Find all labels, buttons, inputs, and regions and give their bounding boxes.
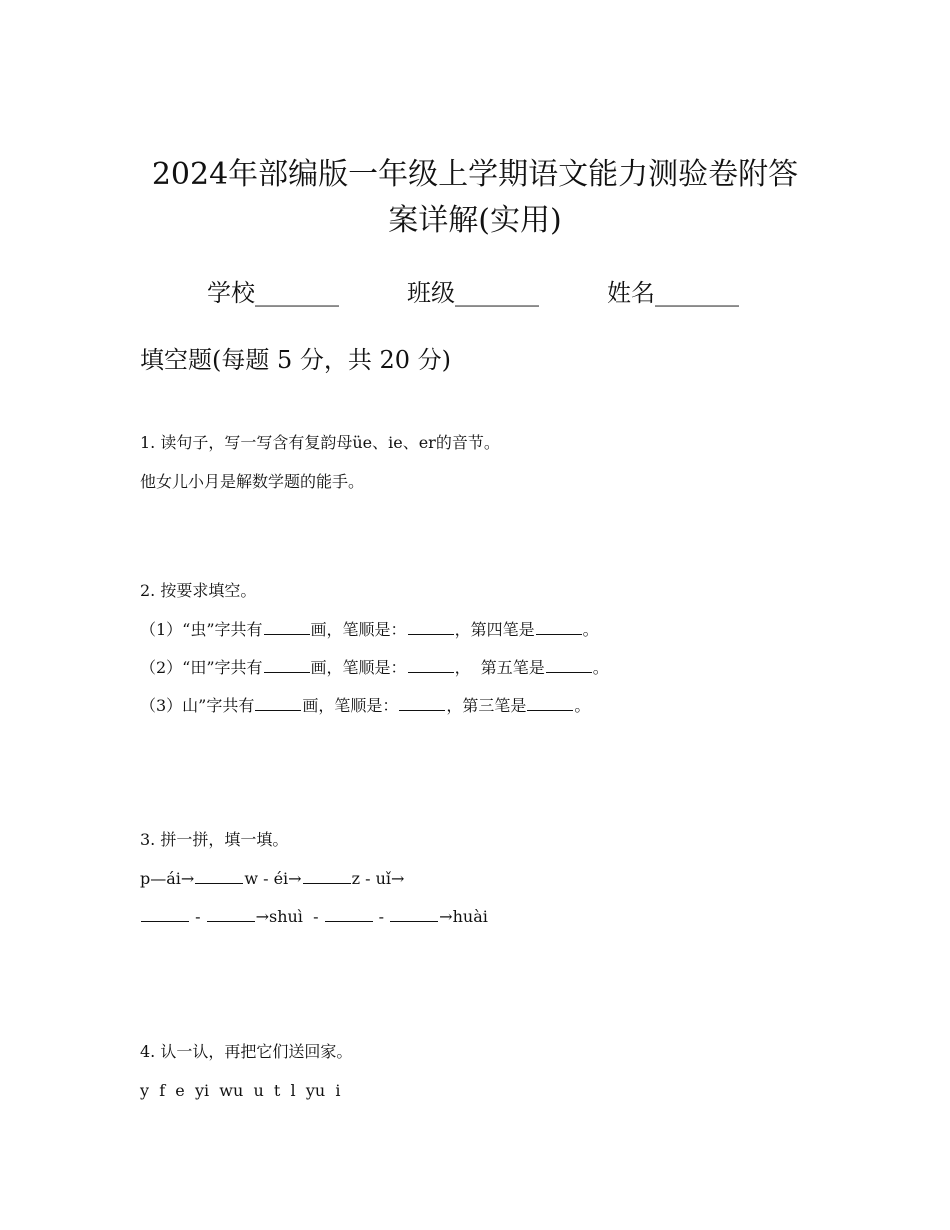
q2-prompt: 2. 按要求填空。 bbox=[140, 581, 257, 600]
class-field: 班级_______ bbox=[407, 279, 539, 307]
name-field: 姓名_______ bbox=[607, 279, 739, 307]
q4-prompt: 4. 认一认，再把它们送回家。 bbox=[140, 1042, 353, 1061]
q1-sentence: 他女儿小月是解数学题的能手。 bbox=[140, 472, 365, 491]
q3-row-1: p—ái→ w - éi→ z - uǐ→ bbox=[140, 869, 405, 888]
answer-blank[interactable] bbox=[546, 656, 592, 673]
answer-blank[interactable] bbox=[255, 694, 301, 711]
q2-part-2: （2）“田”字共有 画，笔顺是： ， 第五笔是 。 bbox=[140, 658, 609, 677]
page-title bbox=[120, 152, 830, 244]
school-field: 学校_______ bbox=[207, 279, 339, 307]
answer-blank[interactable] bbox=[303, 867, 351, 884]
answer-blank[interactable] bbox=[408, 618, 454, 635]
q3-row-2: - →shuì - - →huài bbox=[140, 905, 488, 929]
title-line-1: 2024年部编版一年级上学期语文能力测验卷附答 bbox=[151, 157, 799, 192]
answer-blank[interactable] bbox=[264, 618, 310, 635]
q4-letters: y f e yi wu u t l yu i bbox=[140, 1081, 341, 1100]
answer-blank[interactable] bbox=[207, 905, 255, 922]
answer-blank[interactable] bbox=[408, 656, 454, 673]
q1-prompt: 1. 读句子，写一写含有复韵母üe、ie、er的音节。 bbox=[140, 433, 500, 452]
answer-blank[interactable] bbox=[195, 867, 243, 884]
answer-blank[interactable] bbox=[264, 656, 310, 673]
q3-prompt: 3. 拼一拼，填一填。 bbox=[140, 830, 289, 849]
answer-blank[interactable] bbox=[141, 905, 189, 922]
answer-blank[interactable] bbox=[527, 694, 573, 711]
answer-blank[interactable] bbox=[536, 618, 582, 635]
title-line-2: 案详解(实用) bbox=[388, 203, 562, 238]
answer-blank[interactable] bbox=[325, 905, 373, 922]
answer-blank[interactable] bbox=[390, 905, 438, 922]
answer-blank[interactable] bbox=[399, 694, 445, 711]
q2-part-1: （1）“虫”字共有 画，笔顺是： ，第四笔是 。 bbox=[140, 620, 599, 639]
section-heading: 填空题(每题 5 分，共 20 分) bbox=[140, 346, 452, 374]
q2-part-3: （3）山”字共有 画，笔顺是： ，第三笔是 。 bbox=[140, 696, 591, 715]
